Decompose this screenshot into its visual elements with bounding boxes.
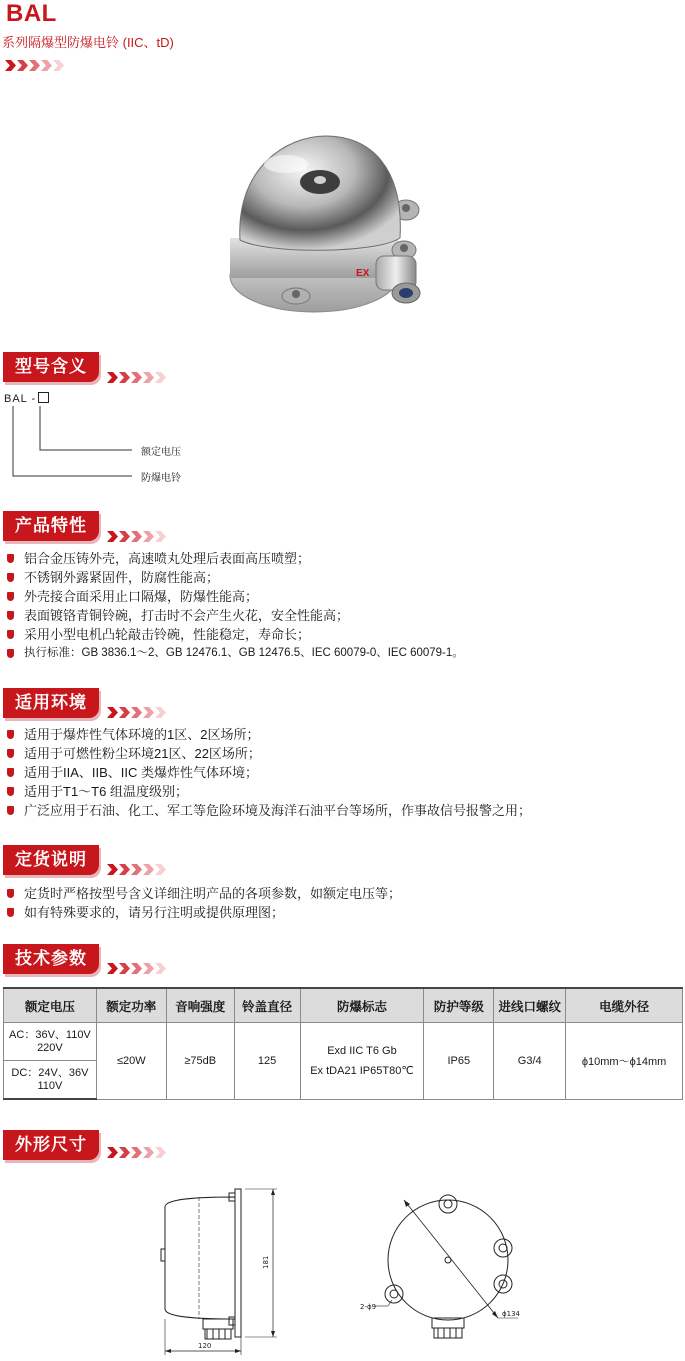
- list-item: 如有特殊要求的，请另行注明或提供原理图；: [7, 903, 401, 922]
- list-item: 执行标准：GB 3836.1～2、GB 12476.1、GB 12476.5、IEC 60079-0、IEC 60079-1。: [7, 644, 464, 663]
- decorative-arrows-icon: [107, 531, 166, 542]
- col-header: 防爆标志: [300, 988, 424, 1023]
- list-item: 广泛应用于石油、化工、军工等危险环境及海洋石油平台等场所，作事故信号报警之用；: [7, 801, 531, 820]
- sound-cell: ≥75dB: [166, 1023, 234, 1100]
- decorative-arrows-icon: [107, 707, 166, 718]
- side-view-drawing: [155, 1185, 285, 1361]
- table-header-row: [4, 988, 683, 1023]
- bullet-icon: [7, 787, 14, 796]
- col-header: 铃盖直径: [234, 988, 300, 1023]
- col-header: 防护等级: [424, 988, 494, 1023]
- spec-table: [3, 987, 683, 1100]
- bullet-icon: [7, 592, 14, 601]
- ex-mark-label: EX: [356, 268, 370, 279]
- ip-cell: IP65: [424, 1023, 494, 1100]
- diameter-cell: 125: [234, 1023, 300, 1100]
- product-photo: [226, 128, 426, 333]
- col-header: 音响强度: [166, 988, 234, 1023]
- height-dimension-label: 181: [262, 1255, 270, 1269]
- top-view-drawing: [360, 1190, 535, 1350]
- voltage-dc-cell: DC：24V、36V 110V: [4, 1061, 97, 1100]
- section-title-ordering: 定货说明: [3, 845, 99, 875]
- bullet-icon: [7, 806, 14, 815]
- product-subtitle: 系列隔爆型防爆电铃 (IIC、tD): [2, 35, 174, 50]
- bullet-icon: [7, 573, 14, 582]
- list-item: 采用小型电机凸轮敲击铃碗，性能稳定，寿命长；: [7, 625, 464, 644]
- ex-mark-line: Ex tDA21 IP65T80℃: [310, 1064, 414, 1077]
- ex-mark-cell: [300, 1023, 424, 1100]
- model-leader-lines: [0, 402, 140, 484]
- bullet-icon: [7, 908, 14, 917]
- model-bell-label: 防爆电铃: [141, 473, 181, 484]
- col-header: 进线口螺纹: [494, 988, 566, 1023]
- environment-list: [7, 725, 531, 820]
- bullet-icon: [7, 730, 14, 739]
- list-item: 不锈钢外露紧固件，防腐性能高；: [7, 568, 464, 587]
- voltage-ac-cell: AC：36V、110V 220V: [4, 1023, 97, 1061]
- ex-mark-line: Exd IIC T6 Gb: [327, 1044, 397, 1057]
- section-title-dimensions: 外形尺寸: [3, 1130, 99, 1160]
- section-title-features: 产品特性: [3, 511, 99, 541]
- list-item: 外壳接合面采用止口隔爆，防爆性能高；: [7, 587, 464, 606]
- bullet-icon: [7, 768, 14, 777]
- hole-dimension-label: 2-ϕ9: [360, 1303, 377, 1311]
- bullet-icon: [7, 630, 14, 639]
- decorative-arrows-icon: [107, 864, 166, 875]
- width-dimension-label: 120: [198, 1342, 212, 1350]
- table-row: [4, 1023, 683, 1061]
- product-series-title: BAL: [6, 0, 57, 27]
- section-title-model: 型号含义: [3, 352, 99, 382]
- ordering-list: [7, 884, 401, 922]
- bullet-icon: [7, 889, 14, 898]
- list-item: 适用于可燃性粉尘环境21区、22区场所；: [7, 744, 531, 763]
- list-item: 适用于IIA、IIB、IIC 类爆炸性气体环境；: [7, 763, 531, 782]
- thread-cell: G3/4: [494, 1023, 566, 1100]
- cable-cell: ϕ10mm～ϕ14mm: [566, 1023, 683, 1100]
- power-cell: ≤20W: [96, 1023, 166, 1100]
- decorative-arrows-icon: [107, 1147, 166, 1158]
- model-code-text: BAL -: [4, 393, 37, 405]
- model-rated-voltage-label: 额定电压: [141, 447, 181, 458]
- list-item: 铝合金压铸外壳，高速喷丸处理后表面高压喷塑；: [7, 549, 464, 568]
- list-item: 定货时严格按型号含义详细注明产品的各项参数，如额定电压等；: [7, 884, 401, 903]
- col-header: 额定电压: [4, 988, 97, 1023]
- section-title-params: 技术参数: [3, 944, 99, 974]
- list-item: 适用于T1～T6 组温度级别；: [7, 782, 531, 801]
- list-item: 适用于爆炸性气体环境的1区、2区场所；: [7, 725, 531, 744]
- bullet-icon: [7, 554, 14, 563]
- bullet-icon: [7, 749, 14, 758]
- bullet-icon: [7, 649, 14, 658]
- col-header: 电缆外径: [566, 988, 683, 1023]
- features-list: [7, 549, 464, 663]
- col-header: 额定功率: [96, 988, 166, 1023]
- bullet-icon: [7, 611, 14, 620]
- section-title-environment: 适用环境: [3, 688, 99, 718]
- decorative-arrows-icon: [107, 372, 166, 383]
- decorative-arrows-icon: [107, 963, 166, 974]
- diameter-dimension-label: ϕ134: [502, 1310, 520, 1318]
- list-item: 表面镀铬青铜铃碗，打击时不会产生火花，安全性能高；: [7, 606, 464, 625]
- decorative-arrows-icon: [5, 60, 64, 71]
